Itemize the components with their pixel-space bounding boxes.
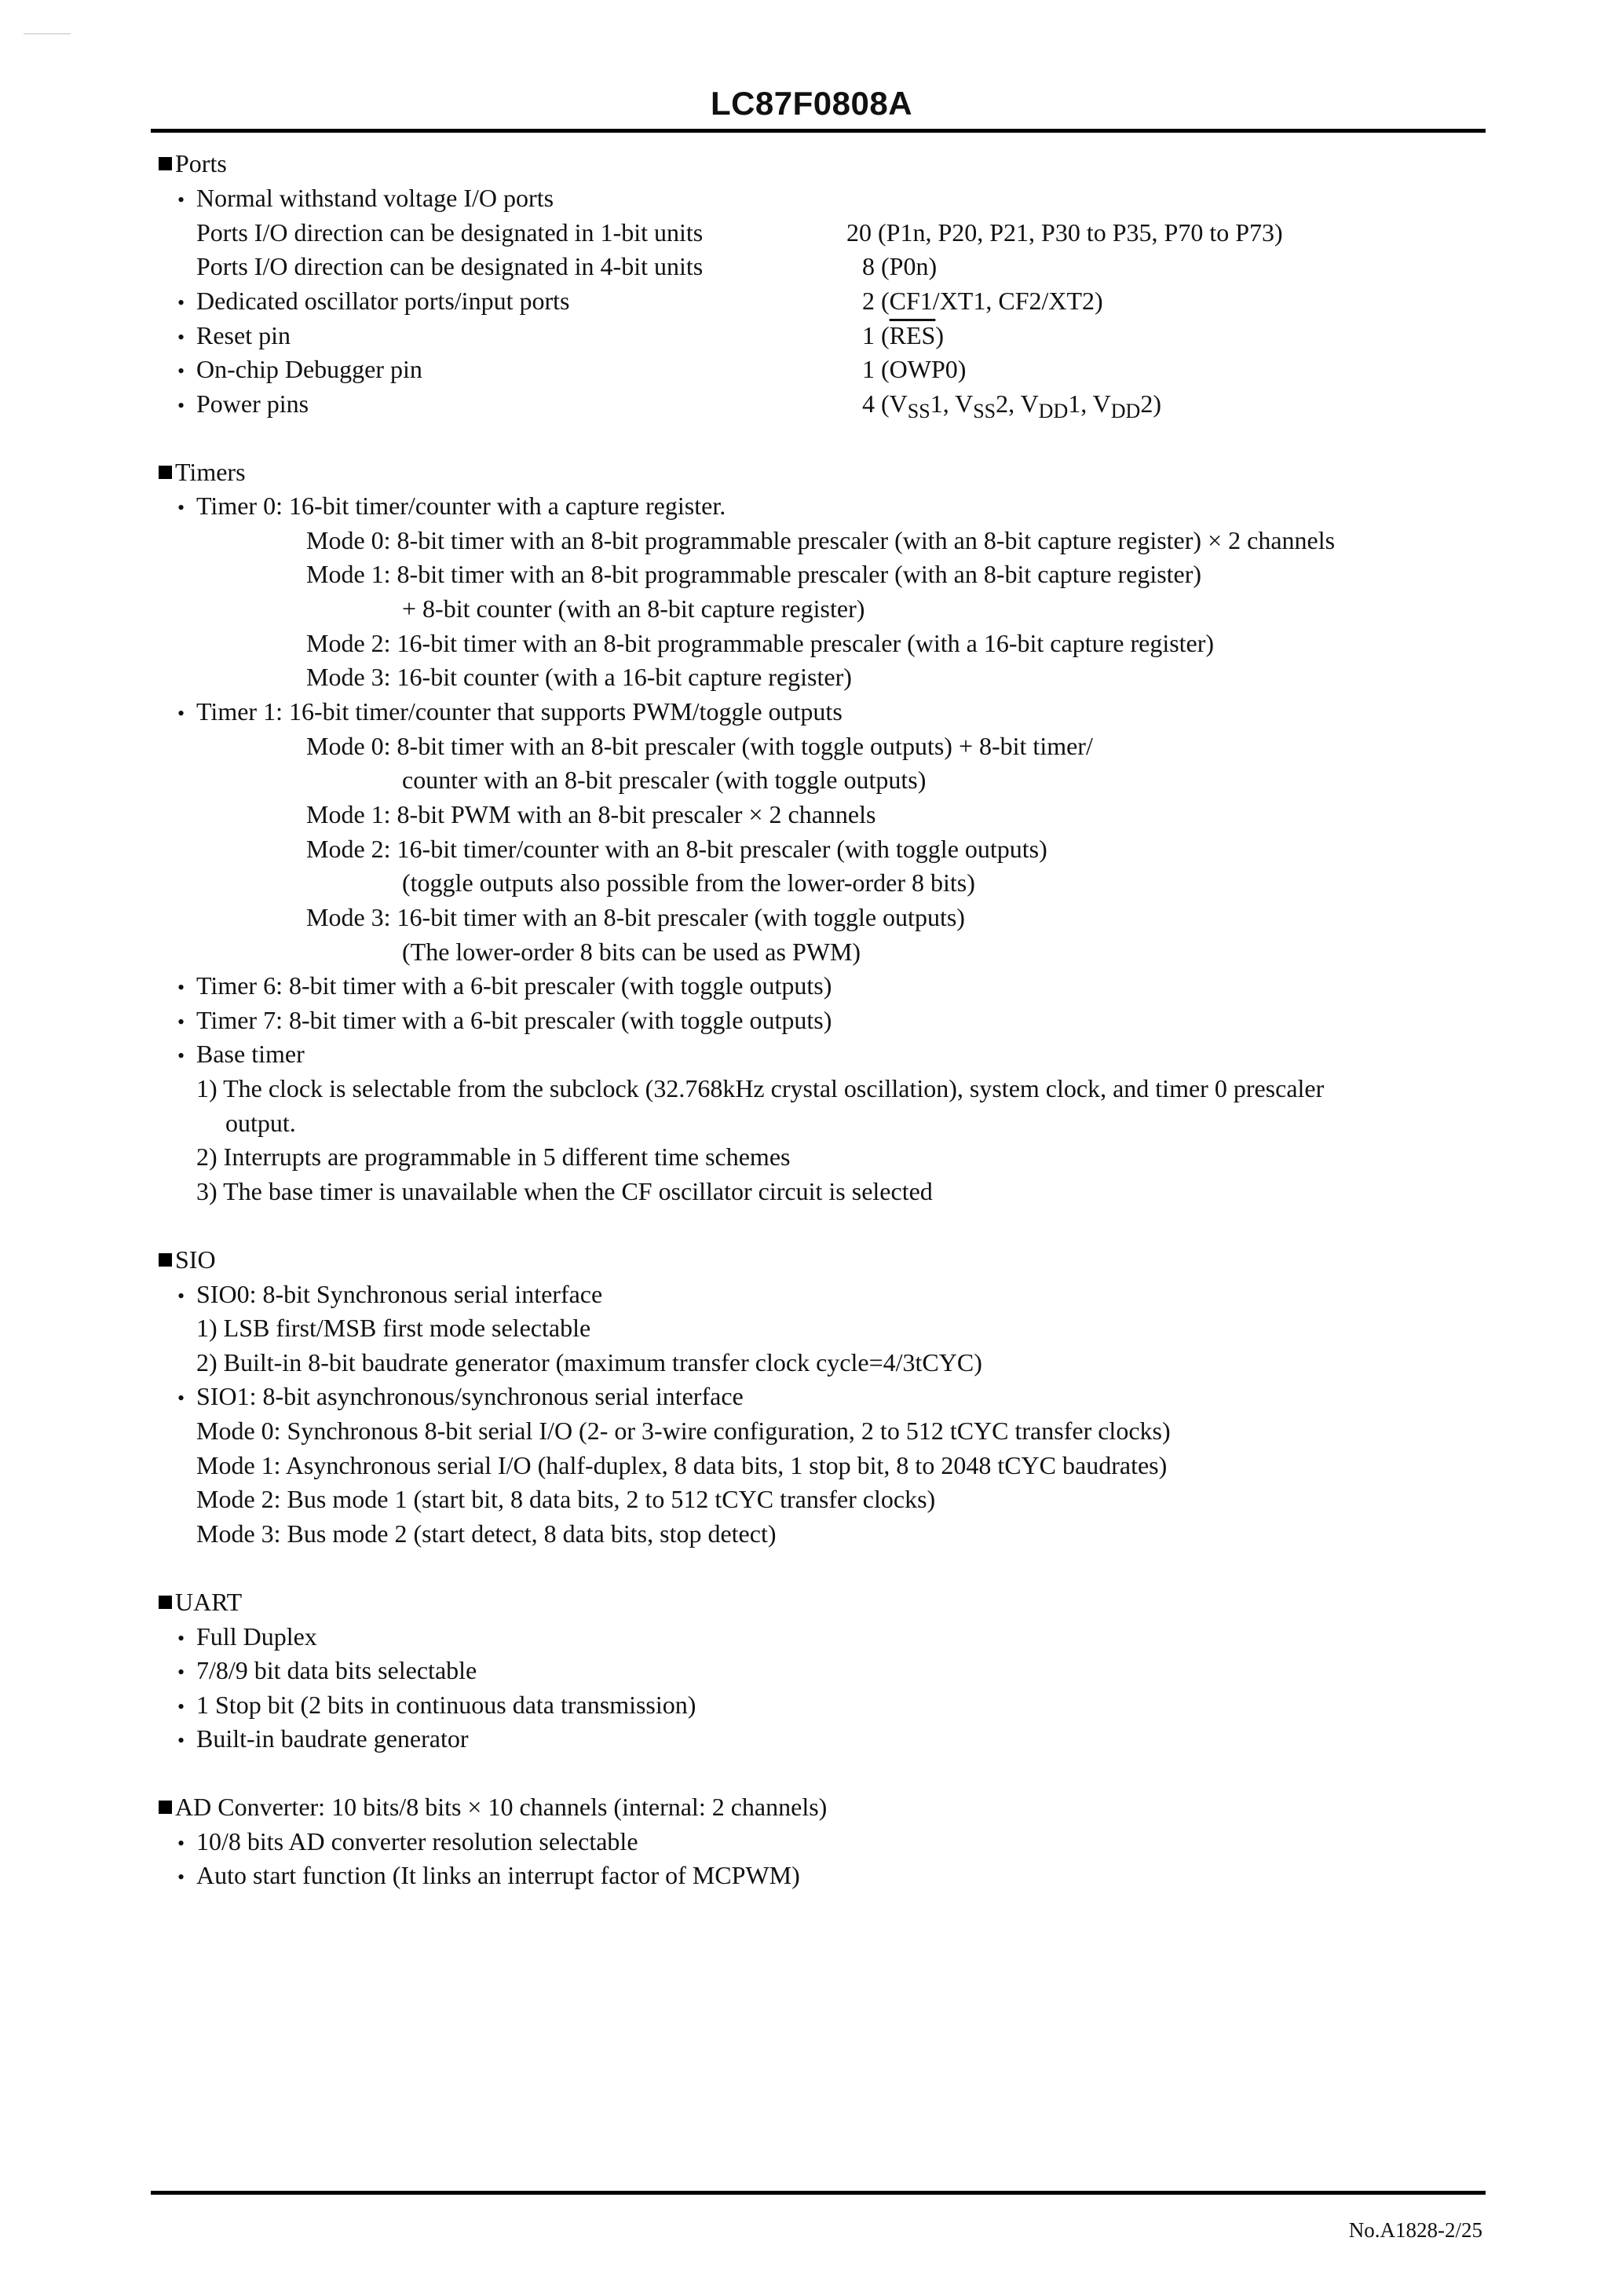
- base-timer-item: • Base timer: [177, 1038, 305, 1072]
- scan-mark: [24, 33, 71, 35]
- sio0-item: • SIO0: 8-bit Synchronous serial interface: [177, 1278, 602, 1312]
- sio1-mode1: Mode 1: Asynchronous serial I/O (half-duplex, 8 data bits, 1 stop bit, 8 to 2048 tCYC baudrates): [196, 1451, 1168, 1479]
- sio1-mode2: Mode 2: Bus mode 1 (start bit, 8 data bits, 2 to 512 tCYC transfer clocks): [196, 1485, 936, 1513]
- ports-normal-item: • Normal withstand voltage I/O ports: [177, 182, 554, 216]
- timer7-item: • Timer 7: 8-bit timer with a 6-bit prescaler (with toggle outputs): [177, 1004, 832, 1038]
- page-number: No.A1828-2/25: [1348, 2218, 1482, 2242]
- square-bullet-icon: [159, 1801, 172, 1814]
- square-bullet-icon: [159, 157, 172, 170]
- timer1-mode1: Mode 1: 8-bit PWM with an 8-bit prescaler × 2 channels: [306, 800, 876, 828]
- ports-io1-value: 20 (P1n, P20, P21, P30 to P35, P70 to P73): [846, 218, 1283, 247]
- ports-debugger-value: 1 (OWP0): [862, 355, 967, 383]
- timer1-item: • Timer 1: 16-bit timer/counter that supports PWM/toggle outputs: [177, 696, 843, 729]
- section-ad-heading: AD Converter: 10 bits/8 bits × 10 channels (internal: 2 channels): [159, 1791, 827, 1823]
- base-timer-note-1-cont: output.: [225, 1109, 296, 1137]
- base-timer-note-2: 2) Interrupts are programmable in 5 different time schemes: [196, 1143, 791, 1171]
- timer0-item: • Timer 0: 16-bit timer/counter with a capture register.: [177, 490, 726, 524]
- page-title: LC87F0808A: [710, 85, 913, 122]
- section-ports-heading: Ports: [159, 148, 227, 179]
- ports-io4-label: Ports I/O direction can be designated in 4-bit units: [196, 252, 704, 280]
- reset-pin-name: $\overline{RES}$: [889, 321, 936, 349]
- ports-io1-label: Ports I/O direction can be designated in 1-bit units: [196, 218, 704, 247]
- timer1-mode2-cont: (toggle outputs also possible from the lower-order 8 bits): [402, 868, 975, 897]
- base-timer-note-1: 1) The clock is selectable from the subclock (32.768kHz crystal oscillation), system clock, and timer 0 prescaler: [196, 1074, 1325, 1102]
- base-timer-note-3: 3) The base timer is unavailable when the CF oscillator circuit is selected: [196, 1177, 933, 1205]
- square-bullet-icon: [159, 466, 172, 479]
- ad-item: • Auto start function (It links an interrupt factor of MCPWM): [177, 1859, 800, 1893]
- timer1-mode3: Mode 3: 16-bit timer with an 8-bit prescaler (with toggle outputs): [306, 903, 965, 931]
- ports-osc-label: • Dedicated oscillator ports/input ports: [177, 285, 569, 319]
- uart-item: • 1 Stop bit (2 bits in continuous data transmission): [177, 1689, 696, 1723]
- timer0-mode1-cont: + 8-bit counter (with an 8-bit capture register): [402, 594, 865, 623]
- timer6-item: • Timer 6: 8-bit timer with a 6-bit prescaler (with toggle outputs): [177, 970, 832, 1004]
- sio1-mode0: Mode 0: Synchronous 8-bit serial I/O (2- or 3-wire configuration, 2 to 512 tCYC transfer clocks): [196, 1417, 1171, 1445]
- timer0-mode1: Mode 1: 8-bit timer with an 8-bit programmable prescaler (with an 8-bit capture register): [306, 560, 1202, 588]
- ad-item: • 10/8 bits AD converter resolution selectable: [177, 1826, 638, 1859]
- ports-io4-value: 8 (P0n): [862, 252, 938, 280]
- bottom-rule: [151, 2191, 1486, 2195]
- timer1-mode3-cont: (The lower-order 8 bits can be used as PWM): [402, 938, 861, 966]
- section-timers-heading: Timers: [159, 456, 246, 488]
- timer1-mode0-cont: counter with an 8-bit prescaler (with toggle outputs): [402, 766, 927, 794]
- ports-power-value: 4 ($V_{SS}1$, $V_{SS}2$, $V_{DD}1$, $V_{DD}2$): [862, 389, 1161, 422]
- section-sio-heading: SIO: [159, 1244, 216, 1275]
- ports-osc-value: 2 (CF1/XT1, CF2/XT2): [862, 287, 1103, 315]
- ports-debugger-label: • On-chip Debugger pin: [177, 353, 422, 387]
- timer0-mode2: Mode 2: 16-bit timer with an 8-bit programmable prescaler (with a 16-bit capture register): [306, 629, 1215, 657]
- ports-reset-value: 1 $(\overline{RES})$: [862, 321, 944, 349]
- uart-item: • 7/8/9 bit data bits selectable: [177, 1654, 477, 1688]
- top-rule: [151, 129, 1486, 133]
- sio1-mode3: Mode 3: Bus mode 2 (start detect, 8 data bits, stop detect): [196, 1519, 777, 1548]
- sio1-item: • SIO1: 8-bit asynchronous/synchronous serial interface: [177, 1380, 744, 1414]
- timer1-mode2: Mode 2: 16-bit timer/counter with an 8-bit prescaler (with toggle outputs): [306, 835, 1047, 863]
- ports-reset-label: • Reset pin: [177, 320, 291, 353]
- sio0-note-2: 2) Built-in 8-bit baudrate generator (maximum transfer clock cycle=4/3tCYC): [196, 1348, 982, 1377]
- uart-item: • Full Duplex: [177, 1621, 317, 1654]
- timer0-mode0: Mode 0: 8-bit timer with an 8-bit programmable prescaler (with an 8-bit capture register) × 2 channels: [306, 526, 1336, 554]
- square-bullet-icon: [159, 1596, 172, 1609]
- sio0-note-1: 1) LSB first/MSB first mode selectable: [196, 1314, 591, 1342]
- section-uart-heading: UART: [159, 1586, 242, 1618]
- timer1-mode0: Mode 0: 8-bit timer with an 8-bit prescaler (with toggle outputs) + 8-bit timer/: [306, 732, 1093, 760]
- ports-power-label: • Power pins: [177, 388, 309, 422]
- uart-item: • Built-in baudrate generator: [177, 1723, 469, 1757]
- square-bullet-icon: [159, 1253, 172, 1267]
- timer0-mode3: Mode 3: 16-bit counter (with a 16-bit capture register): [306, 663, 852, 691]
